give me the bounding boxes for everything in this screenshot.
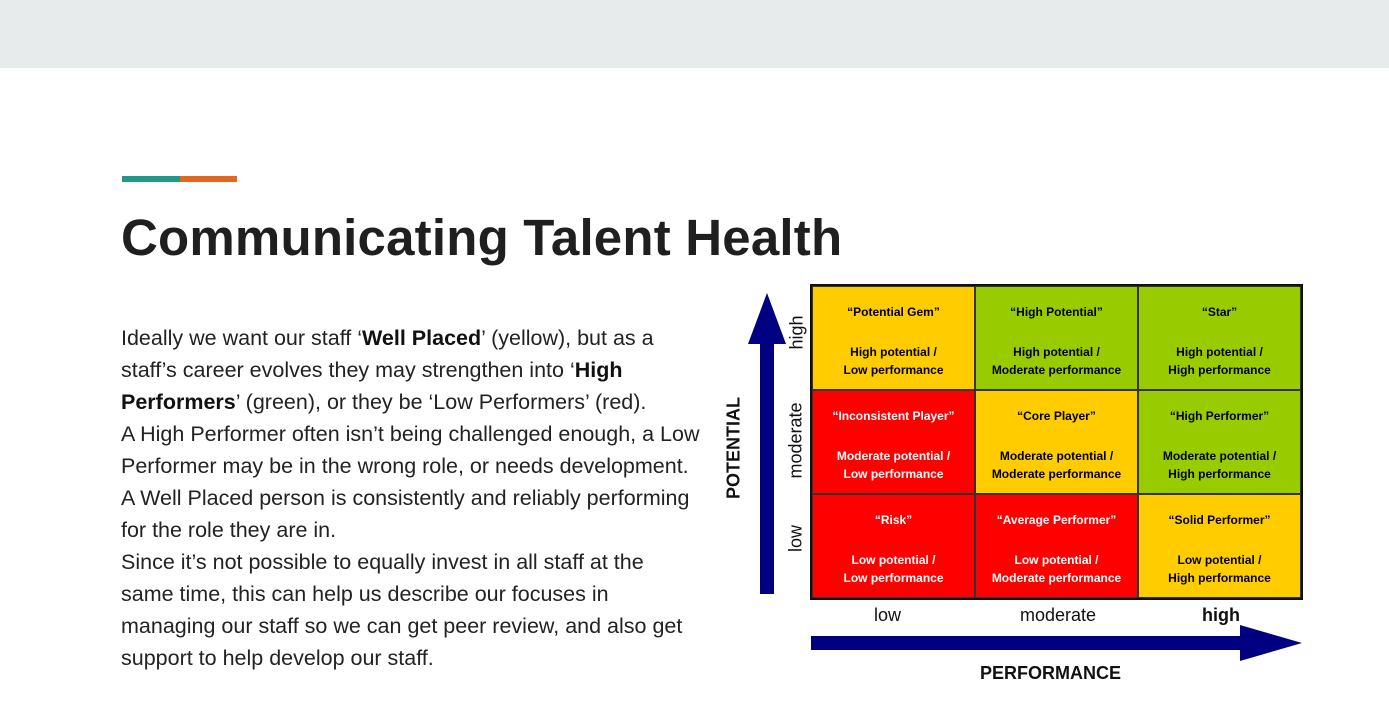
cell-title: “Inconsistent Player” <box>832 409 955 423</box>
p1-part-e: ’ (green), or they be ‘Low Performers’ (red). <box>235 390 647 414</box>
cell-title: “Star” <box>1201 305 1238 319</box>
potential-arrow <box>748 293 786 594</box>
cell-desc-2: Moderate performance <box>991 467 1122 481</box>
cell-title: “High Potential” <box>1010 305 1103 319</box>
matrix-cell <box>975 390 1138 494</box>
potential-axis-label: POTENTIAL <box>723 397 744 499</box>
y-tick-moderate: moderate <box>785 402 806 479</box>
cell-desc-2: High performance <box>1168 363 1271 377</box>
cell-desc-2: Moderate performance <box>991 571 1122 585</box>
cell-desc-1: High potential / <box>850 345 937 359</box>
x-tick-moderate: moderate <box>1020 605 1097 625</box>
cell-desc-2: Low performance <box>843 571 944 585</box>
talent-matrix <box>810 284 1303 600</box>
matrix-cell <box>1138 390 1301 494</box>
cell-desc-1: High potential / <box>1013 345 1100 359</box>
cell-title: “Solid Performer” <box>1168 513 1271 527</box>
y-tick-high: high <box>786 315 807 350</box>
p1-part-a: Ideally we want our staff ‘ <box>121 326 363 350</box>
matrix-cell <box>1138 494 1301 598</box>
cell-desc-1: Moderate potential / <box>999 449 1114 463</box>
cell-desc-1: Low potential / <box>851 553 936 567</box>
x-tick-low: low <box>874 605 902 625</box>
matrix-cell <box>812 390 975 494</box>
cell-desc-1: Moderate potential / <box>1162 449 1277 463</box>
y-tick-low: low <box>785 525 806 553</box>
cell-title: “Potential Gem” <box>847 305 940 319</box>
cell-desc-2: Moderate performance <box>991 363 1122 377</box>
performance-arrow <box>811 625 1302 661</box>
cell-desc-2: Low performance <box>843 363 944 377</box>
cell-desc-2: Low performance <box>843 467 944 481</box>
cell-desc-2: High performance <box>1168 571 1271 585</box>
matrix-cell <box>975 286 1138 390</box>
x-tick-high: high <box>1202 605 1240 625</box>
cell-title: “High Performer” <box>1169 409 1270 423</box>
cell-title: “Risk” <box>874 513 913 527</box>
cell-title: “Average Performer” <box>996 513 1117 527</box>
slide-title: Communicating Talent Health <box>121 209 843 266</box>
p1-part-c: ’ (yellow), but as a staff’s career evolves they may strengthen into ‘ <box>121 326 654 382</box>
paragraph-3: Since it’s not possible to equally invest in all staff at the same time, this can help us describe our focuses in managing our staff so we can get peer review, and also get support to help develop our staff. <box>121 550 683 670</box>
matrix-cell <box>812 494 975 598</box>
matrix-cell <box>812 286 975 390</box>
paragraph-2: A High Performer often isn’t being challenged enough, a Low Performer may be in the wrong role, or needs development. A Well Placed person is consistently and reliably performing for the role they are in. <box>121 422 700 542</box>
matrix-cell <box>975 494 1138 598</box>
cell-desc-1: Moderate potential / <box>836 449 951 463</box>
cell-desc-1: Low potential / <box>1177 553 1262 567</box>
cell-desc-2: High performance <box>1168 467 1271 481</box>
cell-desc-1: High potential / <box>1176 345 1263 359</box>
p1-high-performers: High Performers <box>121 358 623 414</box>
p1-well-placed: Well Placed <box>362 326 482 350</box>
performance-axis-label: PERFORMANCE <box>980 663 1122 683</box>
matrix-cell <box>1138 286 1301 390</box>
cell-title: “Core Player” <box>1017 409 1096 423</box>
cell-desc-1: Low potential / <box>1014 553 1099 567</box>
